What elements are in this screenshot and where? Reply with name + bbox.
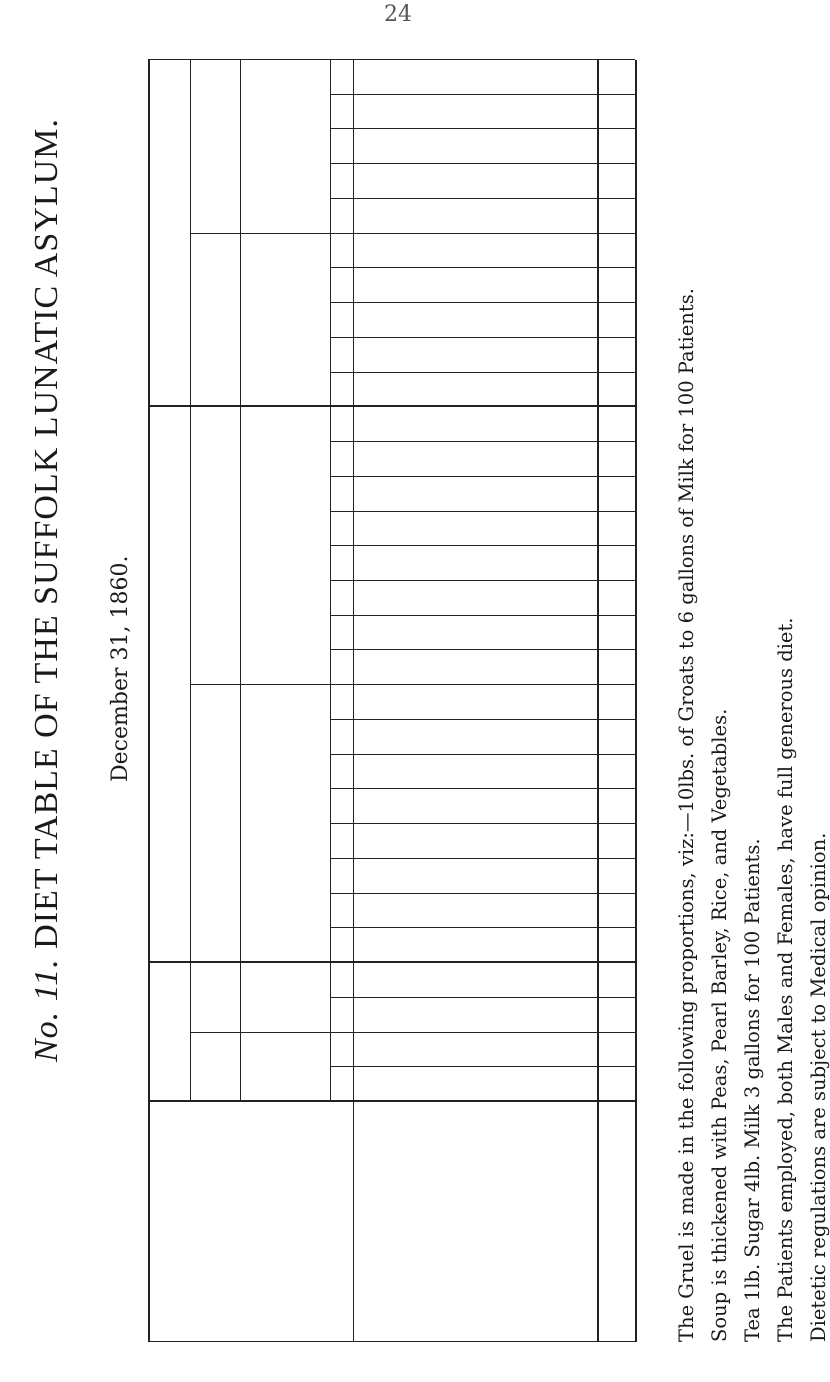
rule-bottom <box>635 60 637 1342</box>
table-title <box>28 118 66 1062</box>
column-divider <box>330 893 635 894</box>
rule-total <box>597 60 599 1342</box>
column-divider <box>330 858 635 859</box>
rule-colh <box>240 60 241 1102</box>
column-divider <box>330 649 635 650</box>
column-divider <box>330 997 635 998</box>
column-divider <box>330 476 635 477</box>
column-divider <box>330 511 635 512</box>
group-divider-breakfast_females <box>190 1032 635 1033</box>
column-divider <box>330 94 635 95</box>
column-divider <box>330 788 635 789</box>
rule-units <box>330 60 331 1102</box>
note-line: Tea 1lb. Sugar 4lb. Milk 3 gallons for 100 Patients. <box>741 838 764 1342</box>
column-divider <box>330 1066 635 1067</box>
note-line: The Gruel is made in the following proportions, viz:—10lbs. of Groats to 6 gallons of Milk for 100 Patients. <box>675 288 698 1342</box>
page-number: 24 <box>384 2 412 27</box>
note-line: Dietetic regulations are subject to Medical opinion. <box>807 832 830 1342</box>
group-divider-supper_females <box>190 233 635 234</box>
table-date: December 31, 1860. <box>108 555 133 782</box>
column-divider <box>330 545 635 546</box>
column-divider <box>330 372 635 373</box>
column-divider <box>330 128 635 129</box>
column-divider <box>330 302 635 303</box>
rule-body <box>353 60 354 1342</box>
column-divider <box>330 198 635 199</box>
column-divider <box>330 719 635 720</box>
column-divider <box>330 823 635 824</box>
column-divider <box>330 615 635 616</box>
meal-divider-supper <box>148 405 635 407</box>
rule-left <box>148 1341 635 1342</box>
column-divider <box>330 337 635 338</box>
meal-divider-dinner <box>148 961 635 963</box>
title-text: DIET TABLE OF THE SUFFOLK LUNATIC ASYLUM. <box>28 118 65 949</box>
column-divider <box>330 267 635 268</box>
column-divider <box>330 754 635 755</box>
rule-days <box>148 1100 635 1102</box>
note-line: Soup is thickened with Peas, Pearl Barley, Rice, and Vegetables. <box>708 708 731 1342</box>
column-divider <box>330 163 635 164</box>
column-divider <box>330 580 635 581</box>
title-number: No. 11. <box>28 958 65 1062</box>
rule-meals <box>190 60 191 1102</box>
note-line: The Patients employed, both Males and Females, have full generous diet. <box>774 617 797 1342</box>
column-divider <box>330 927 635 928</box>
rule-top <box>148 60 150 1342</box>
group-divider-dinner_females <box>190 684 635 685</box>
column-divider <box>330 441 635 442</box>
rule-right <box>148 59 635 60</box>
